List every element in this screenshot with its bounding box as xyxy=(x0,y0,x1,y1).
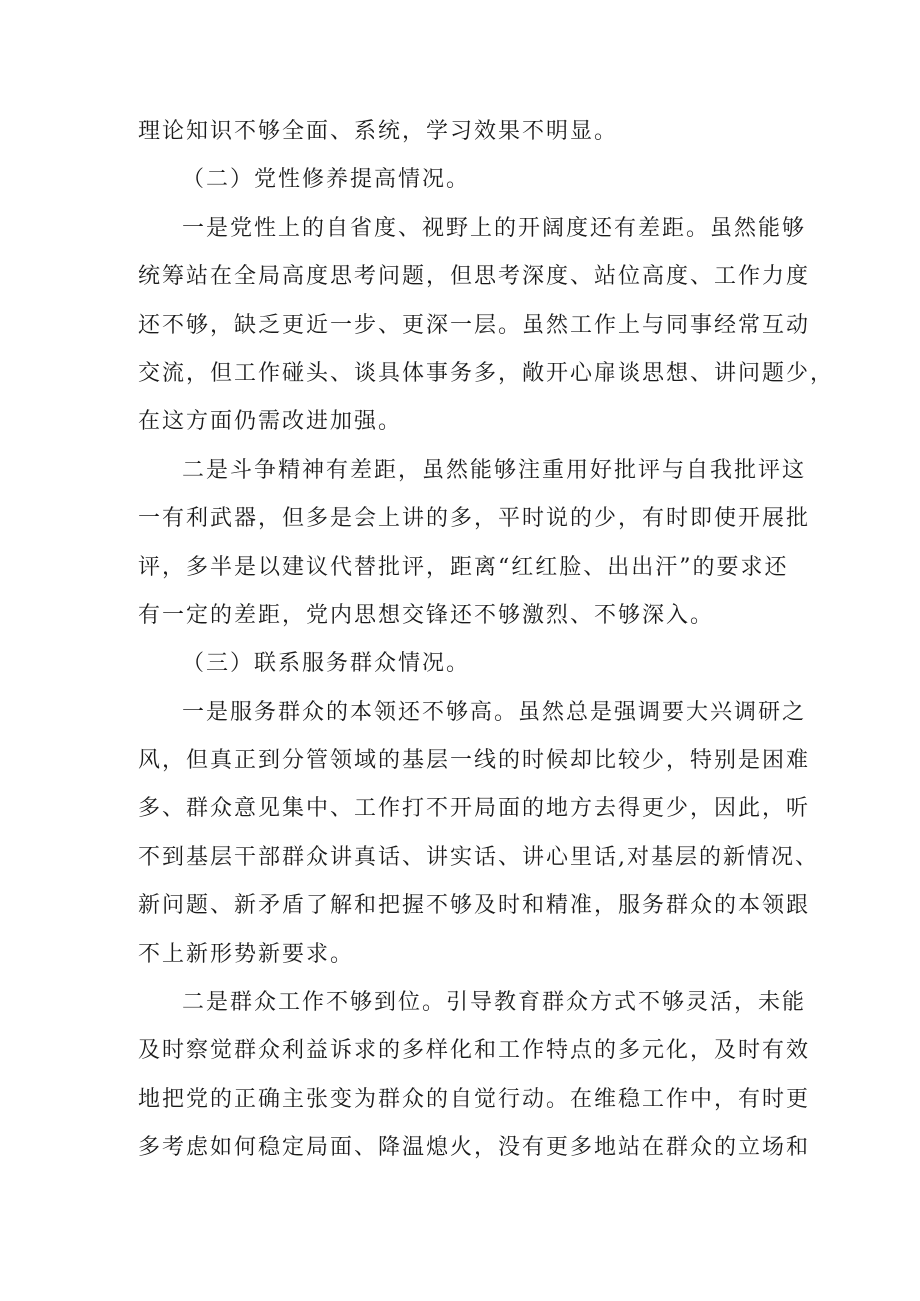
section-heading: （二）党性修养提高情况。 xyxy=(182,167,471,193)
text-line: 新问题、新矛盾了解和把握不够及时和精准，服务群众的本领跟 xyxy=(138,893,811,919)
text-line: 地把党的正确主张变为群众的自觉行动。在维稳工作中，有时更 xyxy=(138,1086,811,1112)
text-line: 一是服务群众的本领还不够高。虽然总是强调要大兴调研之 xyxy=(182,699,807,725)
document-body xyxy=(138,108,835,1173)
text-line: 在这方面仍需改进加强。 xyxy=(138,409,403,435)
text-line: 还不够，缺乏更近一步、更深一层。虽然工作上与同事经常互动 xyxy=(138,312,811,338)
text-line: 多考虑如何稳定局面、降温熄火，没有更多地站在群众的立场和 xyxy=(138,1135,811,1161)
section-heading: （三）联系服务群众情况。 xyxy=(182,651,471,677)
text-line: 一有利武器，但多是会上讲的多，平时说的少，有时即使开展批 xyxy=(138,506,811,532)
text-line: 不上新形势新要求。 xyxy=(138,941,355,967)
text-line: 不到基层干部群众讲真话、讲实话、讲心里话,对基层的新情况、 xyxy=(138,844,819,870)
text-line: 交流，但工作碰头、谈具体事务多，敞开心扉谈思想、讲问题少， xyxy=(138,360,835,386)
text-line: 二是斗争精神有差距，虽然能够注重用好批评与自我批评这 xyxy=(182,457,807,483)
text-line: 及时察觉群众利益诉求的多样化和工作特点的多元化，及时有效 xyxy=(138,1038,811,1064)
text-line: 理论知识不够全面、系统，学习效果不明显。 xyxy=(138,119,619,144)
text-line: 二是群众工作不够到位。引导教育群众方式不够灵活，未能 xyxy=(182,990,807,1016)
text-line: 统筹站在全局高度思考问题，但思考深度、站位高度、工作力度 xyxy=(138,264,811,290)
text-line: 一是党性上的自省度、视野上的开阔度还有差距。虽然能够 xyxy=(182,215,807,241)
text-line: 风，但真正到分管领域的基层一线的时候却比较少，特别是困难 xyxy=(138,748,811,774)
text-line: 评，多半是以建议代替批评，距离“红红脸、出出汗”的要求还 xyxy=(138,554,789,580)
text-line: 多、群众意见集中、工作打不开局面的地方去得更少，因此，听 xyxy=(138,796,811,822)
text-line: 有一定的差距，党内思想交锋还不够激烈、不够深入。 xyxy=(138,602,715,628)
